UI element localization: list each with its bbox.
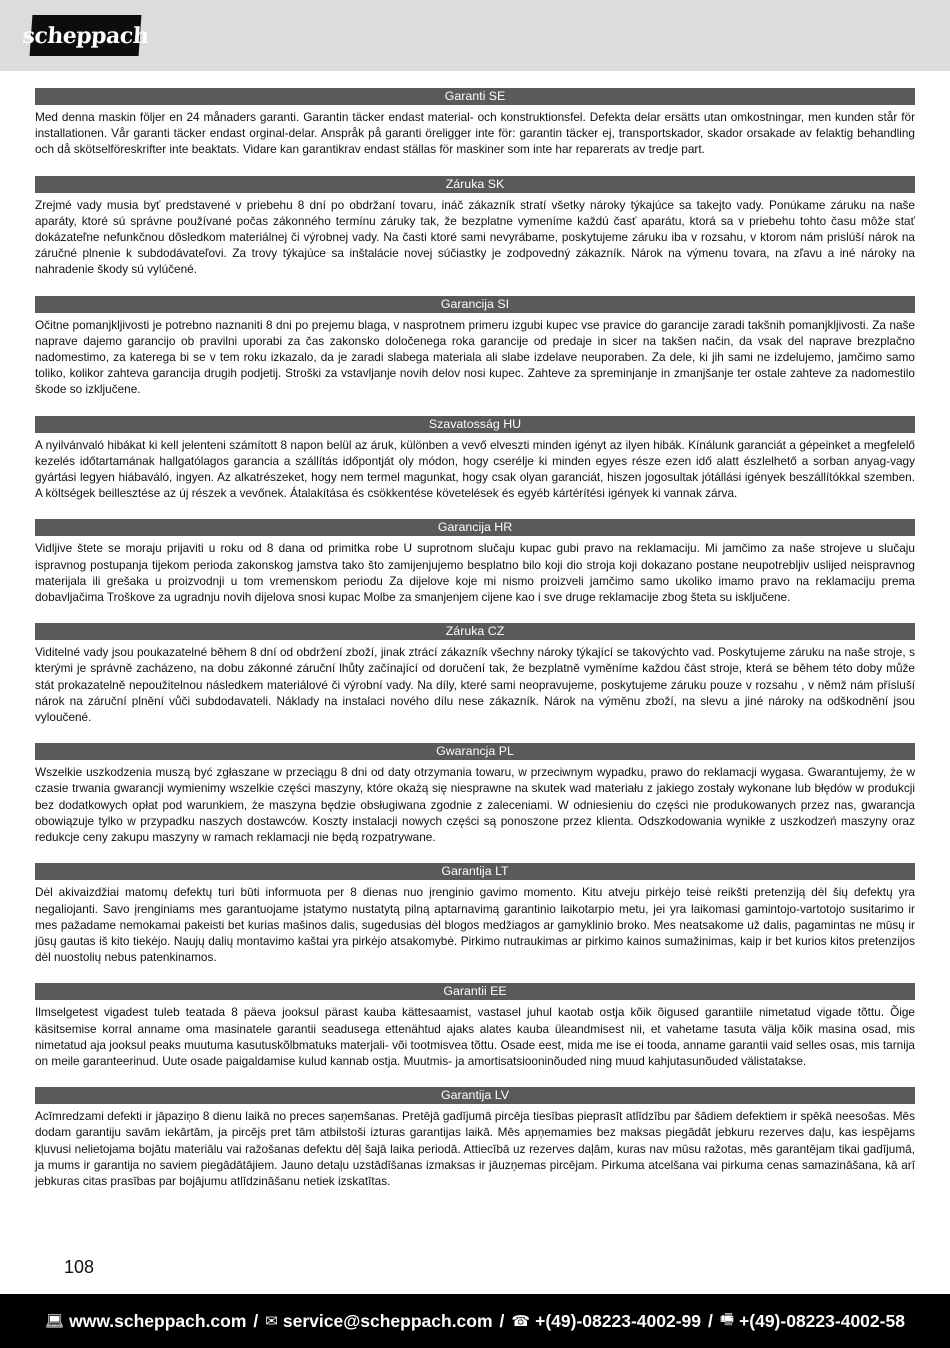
mail-icon: ✉︎ [265, 1313, 278, 1330]
section-title: Garancija HR [35, 519, 915, 536]
section-body: Vidljive štete se moraju prijaviti u roku od 8 dana od primitka robe U suprotnom slučaju kupac gubi pravo na reklamaciju. Mi jamčimo za naše strojeve u slučaju ispravnog postupanja tijekom perioda zakonskog jamstva tako što zamijenjujemo besplatno bilo koji dio stroja koji dokazano postane neupotrebljiv uslijed neispravnog materijala ili grešaka u proizvodnji u tom vremenskom periodu Za dijelove koje mi nismo proizveli jamčimo samo ukoliko imamo pravo na reklamaciju prema dobavljačima Troškove za ugradnju novih dijelova snosi kupac Molbe za smanjenjem cijene kao i sve druge reklamacije zbog šteta su isključene. [35, 541, 915, 605]
section-garantii-ee [35, 983, 915, 1069]
section-title: Garantija LT [35, 863, 915, 880]
section-title: Garanti SE [35, 88, 915, 105]
section-garantija-lt [35, 863, 915, 965]
footer-contact-bar [0, 1294, 950, 1348]
header-band [0, 0, 950, 71]
section-zaruka-cz [35, 623, 915, 725]
scheppach-logo: scheppach [30, 15, 142, 56]
footer-phone: +(49)-08223-4002-99 [535, 1310, 701, 1331]
section-zaruka-sk [35, 176, 915, 278]
section-title: Záruka SK [35, 176, 915, 193]
section-garancija-si [35, 296, 915, 398]
footer-separator: / [499, 1310, 505, 1331]
section-title: Garancija SI [35, 296, 915, 313]
section-body: Zrejmé vady musia byť predstavené v priebehu 8 dní po obdržaní tovaru, ináč zákazník stratí všetky nároky týkajúce sa takejto vady. Ponúkame záruku na naše aparáty, ktoré sú správne používané počas zákonného termínu záruky tak, že bezplatne vymeníme každú časť aparátu, ktorá sa v priebehu tohto času môže stať dokázateľne nefunkčnou dôsledkom materiálnej či výrobnej vady. Na časti ktoré sami nevyrábame, poskytujeme záruku iba v rozsahu, v ktorom nám prislúší nárok na záručné plnenie k subdodávateľovi. Za trovy týkajúce sa inštalácie novej súčiastky je zodpovedný zákazník. Nárok na výmenu tovara, na zľavu a iné nároky na nahradenie škody sú vylúčené. [35, 197, 915, 277]
section-body: Viditelné vady jsou poukazatelné během 8 dní od obdržení zboží, jinak ztrácí zákazník všechny nároky týkající se takovýchto vad. Poskytujeme záruku na naše stroje, s kterými je správně zacházeno, na dobu zákonné záruční lhůty začínající od doručení tak, že bezplatně vyměníme každou část stroje, která se během této doby může stát prokazatelně nepoužitelnou následkem materiálové či výrobní vady. Na díly, které sami neopravujeme, poskytujeme záruku pouze v rozsahu , v němž nám přísluší nárok na záruční plnění vůči subdodavateli. Náklady na instalaci nového dílu nese zákazník. Nárok na výměnu zboží, na slevu a jiné nároky na odškodnění jsou vyloučené. [35, 645, 915, 725]
fax-icon: 🖷︎ [719, 1310, 735, 1328]
footer-separator: / [708, 1310, 713, 1331]
phone-icon: ☎︎ [511, 1313, 531, 1330]
footer-separator: / [253, 1310, 259, 1331]
section-body: Očitne pomanjkljivosti je potrebno naznaniti 8 dni po prejemu blaga, v nasprotnem primeru izgubi kupec vse pravice do garancije zaradi takšnih pomanjkljivosti. Za naše naprave dajemo garancijo ob pravilni uporabi za čas zakonsko določenega roka garancije od predaje in sicer na takšen način, da vsak del naprave brezplačno nadomestimo, za katerega bi se v tem roku izkazalo, da je zaradi slabega materiala ali slabe izdelave neuporaben. Za dele, ki jih sami ne izdelujemo, jamčimo samo toliko, kolikor zahteva garancija drugih podjetij. Stroški za vstavljanje novih delov nosi kupec. Zahteve za spreminjanje in zmanjšanje ter ostale zahteve za nadomestilo škode so izključene. [35, 317, 915, 397]
section-title: Garantii EE [35, 983, 915, 1000]
section-body: Acīmredzami defekti ir jāpaziņo 8 dienu laikā no preces saņemšanas. Pretējā gadījumā pircēja tiesības pieprasīt atlīdzību par šādiem defektiem ir spēkā neesošas. Mēs dodam garantiju savām iekārtām, ja pircējs pret tām atbilstoši izturas garantijas laikā. Mēs apņemamies bez maksas piegādāt jebkuru rezerves daļu, kas iespējams kļuvusi nelietojama bojātu materiālu vai ražošanas defektu dēļ šajā laika periodā. Attiecībā uz rezerves daļām, kuras nav mūsu ražotas, mēs garantējam tikai gadījumā, ja mums ir garantija no saviem piegādātājiem. Jauno detaļu uzstādīšanas izmaksas ir jāuzņemas pircējam. Pirkuma atcelšana vai pirkuma cenas samazināšana, kā arī jebkuras citas prasības par bojājumu atlīdzināšanu netiek izskatītas. [35, 1109, 915, 1188]
footer-email[interactable]: service@scheppach.com [282, 1310, 493, 1331]
section-title: Gwarancja PL [35, 743, 915, 760]
section-body: A nyilvánvaló hibákat ki kell jelenteni számított 8 napon belül az áruk, különben a vevő elveszti minden igényt az ilyen hibák. Kínálunk garanciát a gépeinket a megfelelő kezelés időtartamának hallgatólagos garancia a szállítás időpontját oly módon, hogy cserélje ki minden egyes része ezen idő alatt észlelhető a sorban anyag-vagy gyártási legyen hiábaváló, ingyen. Az alkatrészeket, hogy nem termel magunkat, hogy csak olyan garanciát, hiszen jogosultak jótállási igények beszállítókkal szemben. A költségek beillesztése az új részek a vevőnek. Átalakítása és csökkentése követelések és egyéb kártérítési igények ki vannak zárva. [35, 437, 915, 501]
section-title: Szavatosság HU [35, 416, 915, 433]
footer-fax: +(49)-08223-4002-58 [739, 1310, 905, 1331]
section-title: Garantija LV [35, 1087, 915, 1104]
section-garantija-lv [35, 1087, 915, 1189]
section-body: Wszelkie uszkodzenia muszą być zgłaszane w przeciągu 8 dni od daty otrzymania towaru, w przeciwnym wypadku, prawo do reklamacji wygasa. Gwarantujemy, że w czasie trwania gwarancji wymienimy wszelkie części maszyny, które okażą się niesprawne na skutek wad materiału z jakiego zostały wykonane lub błędów w produkcji bez dodatkowych opłat pod warunkiem, że maszyna będzie obsługiwana zgodnie z zaleceniami. W odniesieniu do części nie produkowanych przez nas, gwarancja obowiązuje tylko w przypadku naszych dostawców. Koszty instalacji nowych części są ponoszone przez klienta. Odszkodowania wynikłe z uszkodzeń maszyny oraz redukcje ceny zakupu maszyny w ramach reklamacji nie będą rozpatrywane. [35, 765, 915, 845]
section-body: Dėl akivaizdžiai matomų defektų turi būti informuota per 8 dienas nuo įrenginio gavimo momento. Kitu atveju pirkėjo teisė reikšti pretenziją dėl šių defektų yra negaliojanti. Savo įrenginiams mes garantuojame įstatymo nustatytą pilną aptarnavimą garantinio laikotarpio metu, jei yra laikomasi gamintojo-vartotojo susitarimo ir mes pažadame nemokamai pakeisti bet kurias mašinos dalis, sugedusias dėl blogos medžiagos ar gamyklinio broko. Mes neatsakome už dalis, pagamintas ne mūsų ir jūsų gautas iš kito tiekėjo. Naujų dalių montavimo kaštai yra pirkėjo atsakomybė. Pirkimo nutraukimas ar pirkimo kainos sumažinimas, kaip ir bet kurios kitos pretenzijos dėl nuostolių nebus patenkinamos. [35, 885, 915, 965]
section-title: Záruka CZ [35, 623, 915, 640]
warranty-content [35, 88, 915, 1207]
footer-website[interactable]: www.scheppach.com [69, 1310, 247, 1331]
section-garancija-hr [35, 519, 915, 605]
section-body: Med denna maskin följer en 24 månaders garanti. Garantin täcker endast material- och konstruktionsfel. Defekta delar ersätts utan omkostningar, men kunden står för installationen. Vår garanti täcker endast orginal-delar. Anspråk på garanti öreligger inte för: garantin täcker ej, transportskador, skador orsakade av felaktig behandling och då skötselföreskrifter inte beaktats. Vidare kan garantikrav endast ställas för maskiner som inte har reparerats av tredje part. [35, 110, 915, 157]
section-szavatossag-hu [35, 416, 915, 502]
page-number: 108 [64, 1257, 95, 1277]
section-garanti-se [35, 88, 915, 158]
computer-icon: 💻︎ [45, 1313, 65, 1330]
section-gwarancja-pl [35, 743, 915, 845]
section-body: Ilmselgetest vigadest tuleb teatada 8 päeva jooksul pärast kauba kättesaamist, vastasel juhul kaotab ostja kõik õigused garantiile nimetatud vigade tõttu. Õige käsitsemise korral anname oma masinatele garantii seadusega ettenähtud ajaks alates kauba üleandmisest nii, et vahetame tasuta välja kõik masina osad, mis nimetatud aja jooksul peaks muutuma kasutuskõlbmatuks materjali- või tootmisvea tõttu. Osade eest, mida me ise ei tooda, anname garantii vaid selles osas, mis tarnija on meile garanteerinud. Uute osade paigaldamise kulud kannab ostja. Muutmis- ja amortisatsiooninõuded ning muud kahjutasunõuded välistatakse. [35, 1005, 915, 1068]
